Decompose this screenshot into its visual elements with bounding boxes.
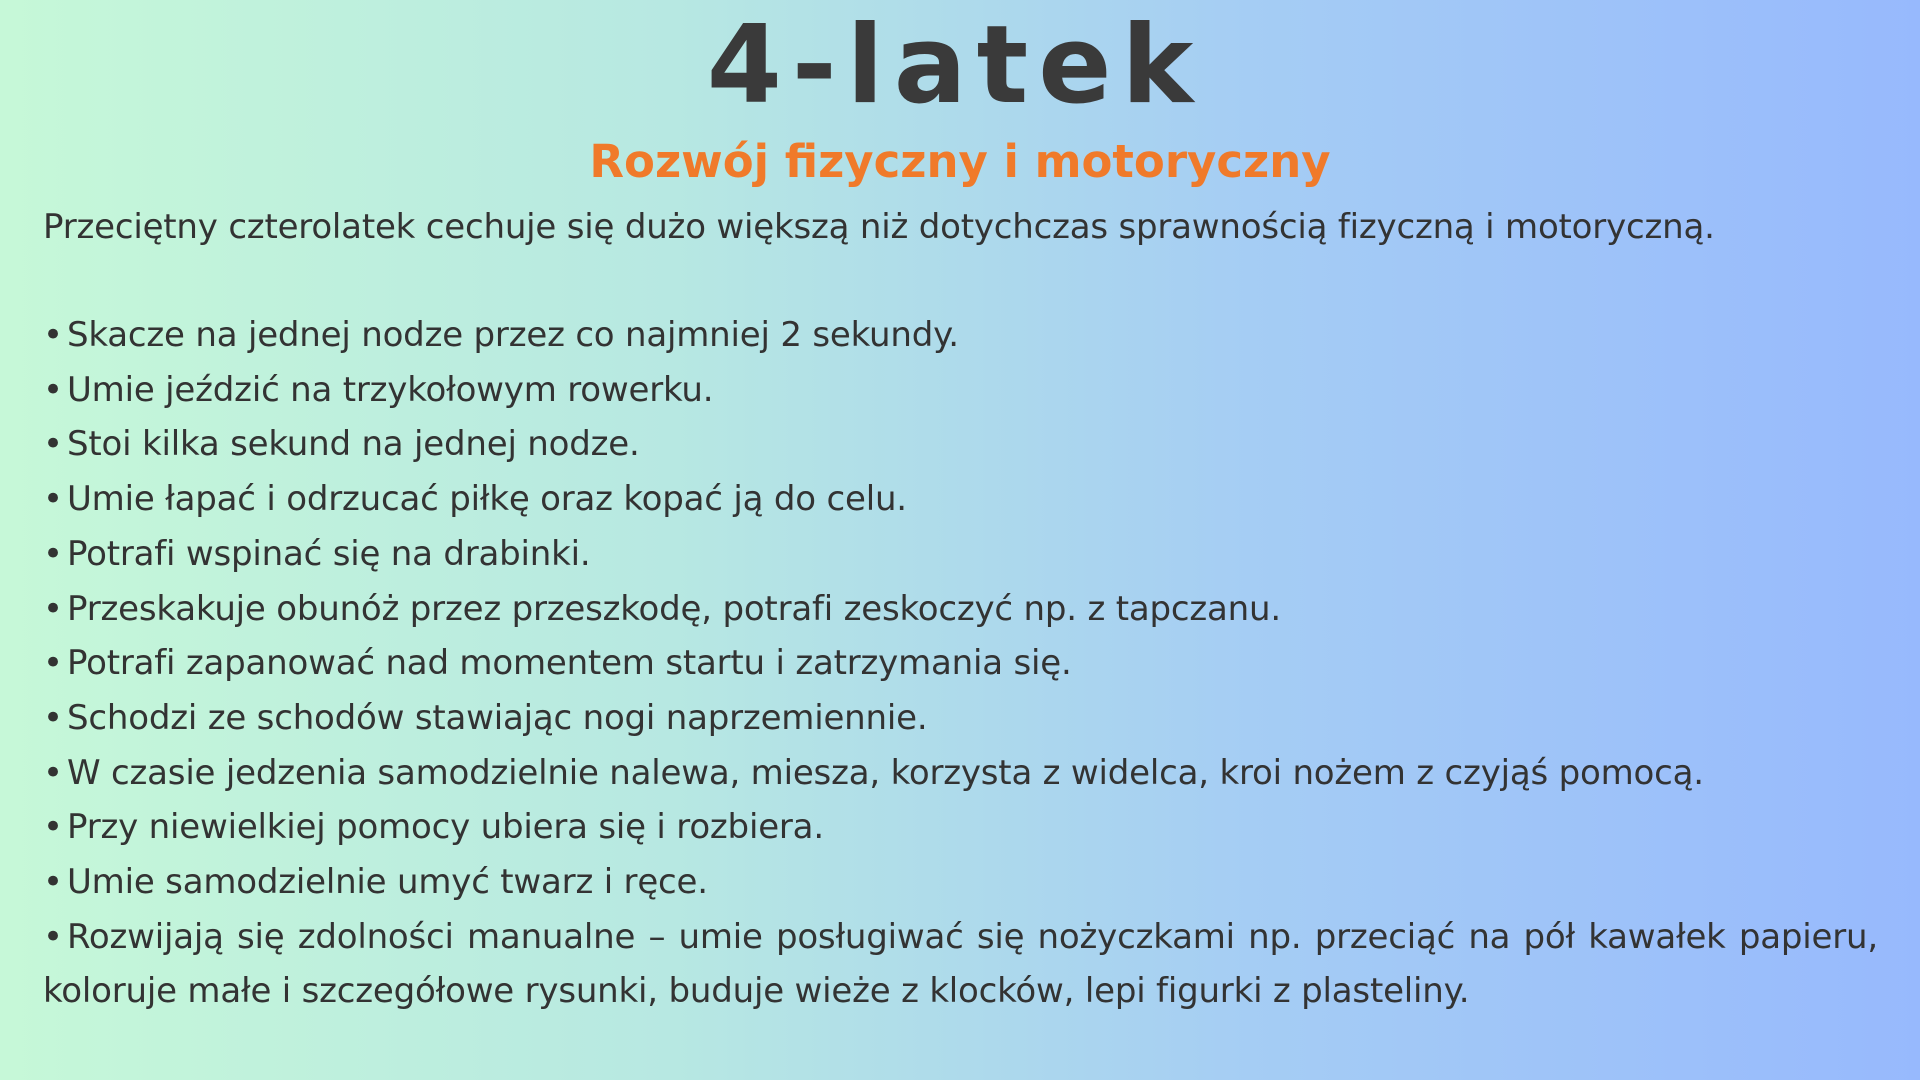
list-item	[43, 636, 1878, 691]
bullet-icon: •	[43, 315, 63, 355]
list-item	[43, 855, 1878, 910]
list-item-text: Umie łapać i odrzucać piłkę oraz kopać ją do celu.	[67, 479, 907, 520]
bullet-icon: •	[43, 916, 63, 957]
list-item-text: Potrafi wspinać się na drabinki.	[67, 533, 591, 574]
list-item-text: Umie samodzielnie umyć twarz i ręce.	[67, 862, 708, 903]
skills-list	[43, 308, 1878, 1019]
page-title: 4-latek	[706, 3, 1204, 128]
list-item	[43, 472, 1878, 527]
list-item	[43, 800, 1878, 855]
list-item-text: Przeskakuje obunóż przez przeszkodę, potrafi zeskoczyć np. z tapczanu.	[67, 588, 1281, 629]
list-item	[43, 691, 1878, 746]
list-item	[43, 363, 1878, 418]
bullet-icon: •	[43, 588, 63, 629]
list-item	[43, 308, 1878, 363]
list-item	[43, 910, 1878, 1019]
list-item	[43, 527, 1878, 582]
bullet-icon: •	[43, 697, 63, 738]
list-item-text: Potrafi zapanować nad momentem startu i zatrzymania się.	[67, 643, 1072, 684]
bullet-icon: •	[43, 369, 63, 410]
list-item-text: Schodzi ze schodów stawiając nogi naprzemiennie.	[67, 697, 928, 738]
list-item	[43, 746, 1878, 801]
section-subtitle: Rozwój fizyczny i motoryczny	[589, 135, 1331, 188]
list-item-text: Stoi kilka sekund na jednej nodze.	[67, 424, 640, 465]
list-item-text: Rozwijają się zdolności manualne – umie posługiwać się nożyczkami np. przeciąć na pół kawałek papieru, koloruje małe i szczegółowe rysunki, buduje wieże z klocków, lepi figurki z plasteliny.	[43, 916, 1878, 1012]
bullet-icon: •	[43, 533, 63, 574]
bullet-icon: •	[43, 807, 63, 848]
bullet-icon: •	[43, 479, 63, 520]
list-item-text: Umie jeździć na trzykołowym rowerku.	[67, 369, 714, 410]
bullet-icon: •	[43, 752, 63, 793]
list-item-text: Przy niewielkiej pomocy ubiera się i rozbiera.	[67, 807, 824, 848]
bullet-icon: •	[43, 862, 63, 903]
bullet-icon: •	[43, 424, 63, 465]
intro-paragraph: Przeciętny czterolatek cechuje się dużo większą niż dotychczas sprawnością fizyczną i motoryczną.	[43, 207, 1715, 247]
list-item-text: Skacze na jednej nodze przez co najmniej 2 sekundy.	[67, 315, 959, 355]
bullet-icon: •	[43, 643, 63, 684]
list-item	[43, 582, 1878, 637]
list-item-text: W czasie jedzenia samodzielnie nalewa, miesza, korzysta z widelca, kroi nożem z czyjąś pomocą.	[67, 752, 1704, 793]
list-item	[43, 417, 1878, 472]
